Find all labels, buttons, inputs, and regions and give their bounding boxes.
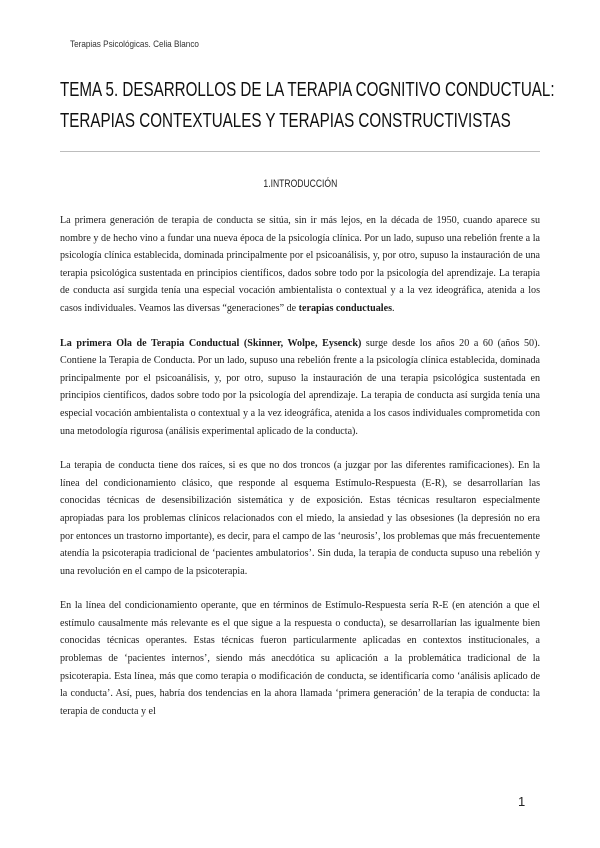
chapter-title-line-1: TEMA 5. DESARROLLOS DE LA TERAPIA COGNITIVO CONDUCTUAL: (60, 78, 555, 101)
paragraph-4 (60, 597, 540, 720)
paragraph-2-text: surge desde los años 20 a 60 (años 50). Contiene la Terapia de Conducta. Por un lado, supuso una rebelión frente a la psicología clínica establecida, dominada principalmente por el psicoanálisis, y, por otro, supuso la instauración de una terapia psicológica sustentada en principios científicos, dados sobre todo por la psicología del aprendizaje. La terapia de conducta así surgida tenía una especial vocación ambientalista o contextual y a la vez ideográfica, atenida a los casos individuales comprometida con una metodología rigurosa (análisis experimental aplicado de la conducta). (60, 337, 540, 437)
paragraph-3 (60, 457, 540, 580)
page-number: 1 (518, 794, 526, 809)
paragraph-2-bold: La primera Ola de Terapia Conductual (Skinner, Wolpe, Eysenck) (60, 337, 362, 349)
section-heading (0, 178, 600, 190)
paragraph-2 (60, 335, 540, 441)
paragraph-4-text: En la línea del condicionamiento operante, que en términos de Estímulo-Respuesta sería R-E (en atención a que el estímulo causalmente más relevante es el que sigue a la respuesta o conducta), se desarrollarían las igualmente bien conocidas técnicas operantes. Estas técnicas fueron particularmente aplicadas en contextos institucionales, a problemas de ‘pacientes internos’, siendo más anecdótica su aplicación a la problemática tradicional de la psicoterapia. Esta línea, más que como terapia o modificación de conducta, se identificaría como ‘análisis aplicado de la conducta’. Así, pues, habría dos tendencias en la ahora llamada ‘primera generación’ de la terapia de conducta: la terapia de conducta y el (60, 600, 540, 717)
running-header: Terapias Psicológicas. Celia Blanco (70, 39, 199, 50)
section-heading-text: 1.INTRODUCCIÓN (263, 178, 337, 190)
body-text (60, 212, 540, 737)
paragraph-1 (60, 212, 540, 318)
chapter-title-line-2: TERAPIAS CONTEXTUALES Y TERAPIAS CONSTRUCTIVISTAS (60, 109, 511, 132)
title-divider (60, 151, 540, 152)
paragraph-1-bold: terapias conductuales (298, 302, 392, 314)
paragraph-1-end: . (392, 302, 395, 314)
paragraph-1-text: La primera generación de terapia de conducta se sitúa, sin ir más lejos, en la década de 1950, cuando aparece su nombre y de hecho vino a fundar una nueva época de la psicología clínica. Por un lado, supuso una rebelión frente a la psicología clínica establecida, dominada principalmente por el psicoanálisis, y, por otro, supuso la instauración de una terapia psicológica sustentada en principios científicos, dados sobre todo por la psicología del aprendizaje. La terapia de conducta así surgida tenía una especial vocación ambientalista o contextual y a la vez ideográfica, atenida a los casos individuales. Veamos las diversas “generaciones” de (60, 215, 540, 314)
chapter-title (60, 74, 555, 136)
paragraph-3-text: La terapia de conducta tiene dos raíces, si es que no dos troncos (a juzgar por las diferentes ramificaciones). En la línea del condicionamiento clásico, que responde al esquema Estímulo-Respuesta (E-R), se desarrollarían las conocidas técnicas de desensibilización sistemática y de exposición. Estas técnicas resultaron especialmente apropiadas para los problemas clínicos relacionados con el miedo, la ansiedad y las obsesiones (la depresión no era por entonces un trastorno importante), es decir, para el campo de las ‘neurosis’, los problemas que más frecuentemente atendía la psicoterapia tradicional de ‘pacientes ambulatorios’. Sin duda, la terapia de conducta supuso una rebelión y una revolución en el campo de la psicoterapia. (60, 460, 540, 577)
